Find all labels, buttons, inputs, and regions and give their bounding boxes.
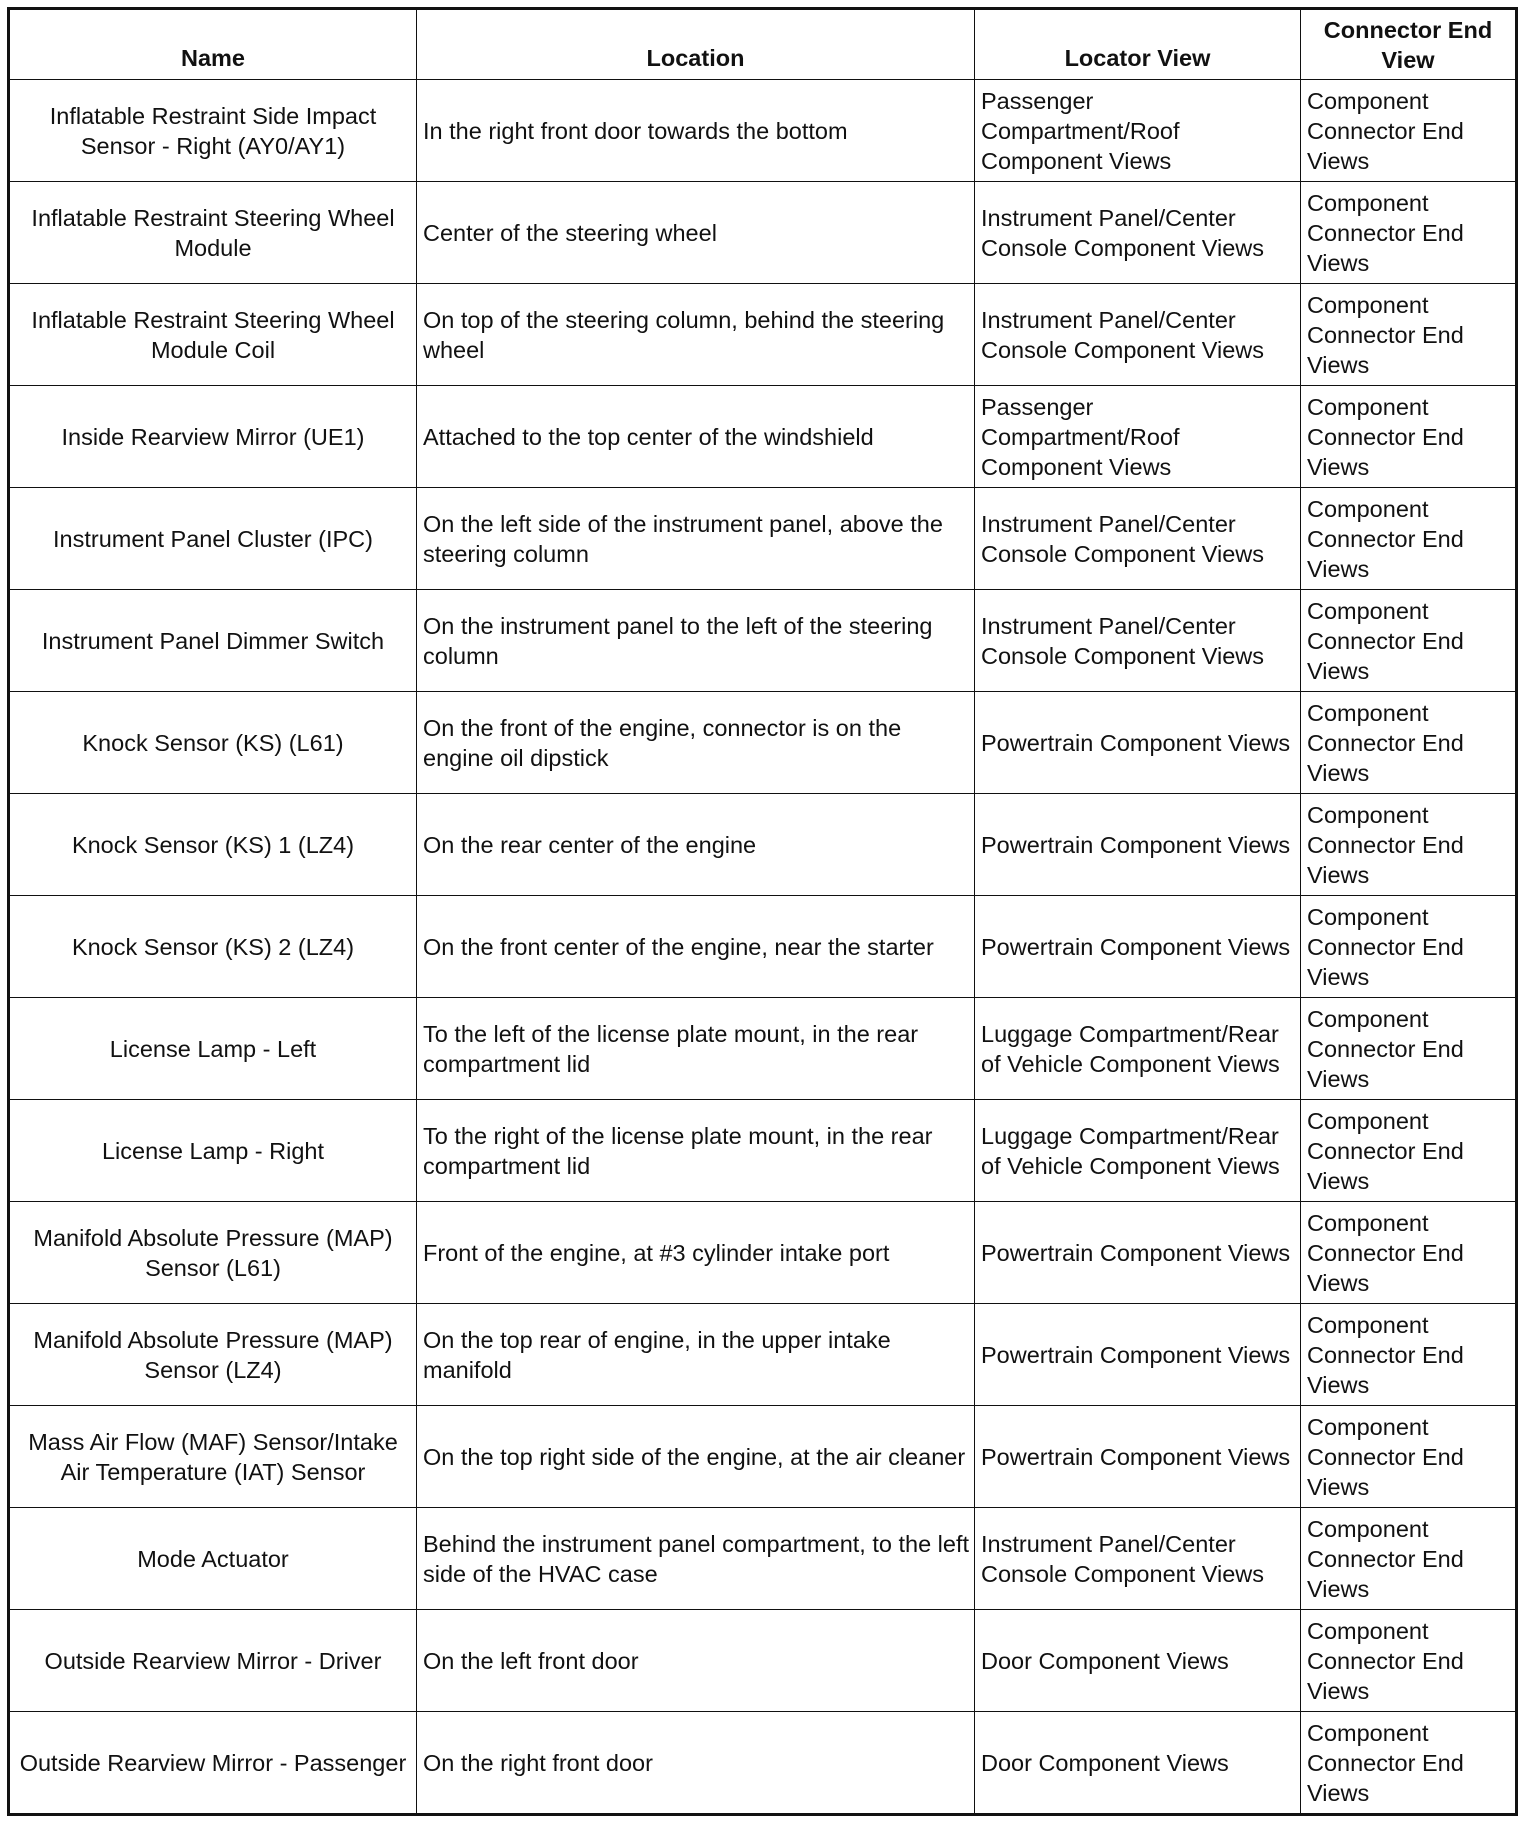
locator-view-cell: Passenger Compartment/Roof Component Views <box>975 386 1301 488</box>
name-cell: Manifold Absolute Pressure (MAP) Sensor (LZ4) <box>9 1304 417 1406</box>
table-header <box>9 9 1517 80</box>
name-cell: Manifold Absolute Pressure (MAP) Sensor (L61) <box>9 1202 417 1304</box>
location-cell: On the rear center of the engine <box>417 794 975 896</box>
connector-end-view-cell: Component Connector End Views <box>1301 80 1517 182</box>
name-cell: Outside Rearview Mirror - Driver <box>9 1610 417 1712</box>
connector-end-view-cell: Component Connector End Views <box>1301 1304 1517 1406</box>
table-row <box>9 1712 1517 1815</box>
location-cell: On top of the steering column, behind the steering wheel <box>417 284 975 386</box>
header-row <box>9 9 1517 80</box>
locator-view-cell: Passenger Compartment/Roof Component Views <box>975 80 1301 182</box>
location-cell: On the left front door <box>417 1610 975 1712</box>
name-cell: Mass Air Flow (MAF) Sensor/Intake Air Temperature (IAT) Sensor <box>9 1406 417 1508</box>
location-cell: On the front center of the engine, near the starter <box>417 896 975 998</box>
location-cell: Attached to the top center of the windshield <box>417 386 975 488</box>
table-row <box>9 1406 1517 1508</box>
name-cell: Inflatable Restraint Steering Wheel Module Coil <box>9 284 417 386</box>
table-body <box>9 80 1517 1815</box>
table-row <box>9 386 1517 488</box>
locator-view-cell: Powertrain Component Views <box>975 1202 1301 1304</box>
table-row <box>9 692 1517 794</box>
locator-view-cell: Instrument Panel/Center Console Component Views <box>975 1508 1301 1610</box>
table-row <box>9 998 1517 1100</box>
location-cell: On the front of the engine, connector is on the engine oil dipstick <box>417 692 975 794</box>
locator-view-cell: Powertrain Component Views <box>975 1304 1301 1406</box>
location-cell: On the instrument panel to the left of the steering column <box>417 590 975 692</box>
table-row <box>9 1508 1517 1610</box>
name-cell: License Lamp - Right <box>9 1100 417 1202</box>
locator-view-cell: Powertrain Component Views <box>975 692 1301 794</box>
locator-view-cell: Luggage Compartment/Rear of Vehicle Component Views <box>975 998 1301 1100</box>
table-row <box>9 80 1517 182</box>
location-cell: On the top right side of the engine, at the air cleaner <box>417 1406 975 1508</box>
table-row <box>9 794 1517 896</box>
connector-end-view-cell: Component Connector End Views <box>1301 794 1517 896</box>
location-cell: In the right front door towards the bottom <box>417 80 975 182</box>
locator-view-cell: Powertrain Component Views <box>975 1406 1301 1508</box>
connector-end-view-cell: Component Connector End Views <box>1301 1610 1517 1712</box>
name-cell: Mode Actuator <box>9 1508 417 1610</box>
location-cell: Center of the steering wheel <box>417 182 975 284</box>
location-column-header: Location <box>417 9 975 80</box>
table-row <box>9 590 1517 692</box>
name-cell: Knock Sensor (KS) 1 (LZ4) <box>9 794 417 896</box>
locator-view-cell: Instrument Panel/Center Console Component Views <box>975 284 1301 386</box>
name-cell: Inside Rearview Mirror (UE1) <box>9 386 417 488</box>
connector-end-view-cell: Component Connector End Views <box>1301 284 1517 386</box>
locator-view-cell: Instrument Panel/Center Console Component Views <box>975 590 1301 692</box>
location-cell: Behind the instrument panel compartment, to the left side of the HVAC case <box>417 1508 975 1610</box>
name-cell: Knock Sensor (KS) (L61) <box>9 692 417 794</box>
table-row <box>9 1100 1517 1202</box>
name-cell: Outside Rearview Mirror - Passenger <box>9 1712 417 1815</box>
table-row <box>9 1202 1517 1304</box>
connector-end-view-cell: Component Connector End Views <box>1301 1712 1517 1815</box>
connector-end-view-cell: Component Connector End Views <box>1301 182 1517 284</box>
connector-end-view-cell: Component Connector End Views <box>1301 1508 1517 1610</box>
connector-end-view-cell: Component Connector End Views <box>1301 1100 1517 1202</box>
locator-view-cell: Luggage Compartment/Rear of Vehicle Component Views <box>975 1100 1301 1202</box>
locator-view-cell: Powertrain Component Views <box>975 794 1301 896</box>
locator-view-column-header: Locator View <box>975 9 1301 80</box>
location-cell: On the right front door <box>417 1712 975 1815</box>
table-row <box>9 284 1517 386</box>
connector-end-view-cell: Component Connector End Views <box>1301 896 1517 998</box>
connector-end-view-cell: Component Connector End Views <box>1301 590 1517 692</box>
location-cell: Front of the engine, at #3 cylinder intake port <box>417 1202 975 1304</box>
connector-end-view-cell: Component Connector End Views <box>1301 386 1517 488</box>
table-row <box>9 182 1517 284</box>
locator-view-cell: Door Component Views <box>975 1712 1301 1815</box>
connector-end-view-cell: Component Connector End Views <box>1301 1406 1517 1508</box>
table-row <box>9 1610 1517 1712</box>
location-cell: To the right of the license plate mount, in the rear compartment lid <box>417 1100 975 1202</box>
locator-view-cell: Instrument Panel/Center Console Component Views <box>975 182 1301 284</box>
name-cell: Inflatable Restraint Side Impact Sensor - Right (AY0/AY1) <box>9 80 417 182</box>
table-row <box>9 488 1517 590</box>
component-locator-table <box>7 7 1518 1816</box>
locator-view-cell: Door Component Views <box>975 1610 1301 1712</box>
location-cell: On the left side of the instrument panel, above the steering column <box>417 488 975 590</box>
locator-view-cell: Instrument Panel/Center Console Component Views <box>975 488 1301 590</box>
name-column-header: Name <box>9 9 417 80</box>
name-cell: Inflatable Restraint Steering Wheel Module <box>9 182 417 284</box>
name-cell: Instrument Panel Dimmer Switch <box>9 590 417 692</box>
name-cell: Instrument Panel Cluster (IPC) <box>9 488 417 590</box>
connector-end-view-cell: Component Connector End Views <box>1301 998 1517 1100</box>
connector-end-view-column-header: Connector End View <box>1301 9 1517 80</box>
connector-end-view-cell: Component Connector End Views <box>1301 1202 1517 1304</box>
locator-view-cell: Powertrain Component Views <box>975 896 1301 998</box>
table-row <box>9 1304 1517 1406</box>
location-cell: To the left of the license plate mount, in the rear compartment lid <box>417 998 975 1100</box>
name-cell: License Lamp - Left <box>9 998 417 1100</box>
table-row <box>9 896 1517 998</box>
name-cell: Knock Sensor (KS) 2 (LZ4) <box>9 896 417 998</box>
connector-end-view-cell: Component Connector End Views <box>1301 692 1517 794</box>
connector-end-view-cell: Component Connector End Views <box>1301 488 1517 590</box>
location-cell: On the top rear of engine, in the upper intake manifold <box>417 1304 975 1406</box>
